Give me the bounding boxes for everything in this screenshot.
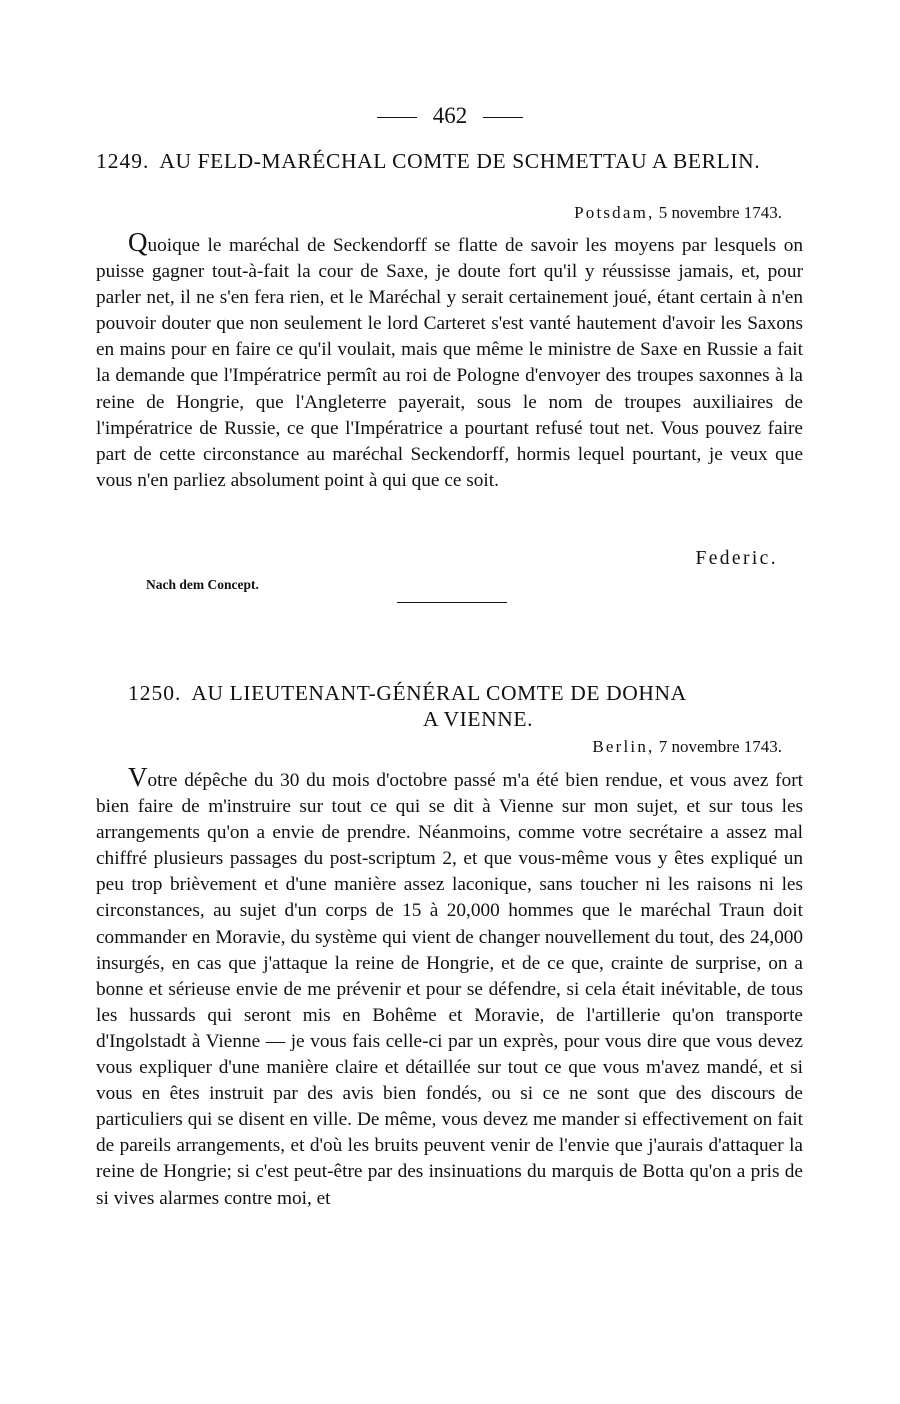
letter-1249-signature: Federic. [695,548,778,569]
letter-1249-heading [96,148,808,174]
letter-1250-heading [96,680,808,732]
page-number-dash-right [483,117,523,118]
letter-1249-text: uoique le maréchal de Seckendorff se flatte de savoir les moyens par lesquels on puisse gagner tout-à-fait la cour de Saxe, je doute fort qu'il y réussisse jamais, et, pour parler net, il ne s'en fera rien, et le Maréchal y serait certainement joué, étant certain à n'en pouvoir douter que non seulement le lord Carteret s'est vanté hautement d'avoir les Saxons en mains pour en faire ce qu'il voulait, mais que même le ministre de Saxe en Russie a fait la demande que l'Impératrice permît au roi de Pologne d'envoyer des troupes saxonnes à la reine de Hongrie, que l'Angleterre payerait, sous le nom de troupes auxiliaires de l'impératrice de Russie, ce que l'Impératrice a pourtant refusé tout net. Vous pouvez faire part de cette circonstance au maréchal Seckendorff, hormis lequel pourtant, je veux que vous n'en parliez absolument point à qui que ce soit. [96,235,803,491]
letter-1249-date: 5 novembre 1743. [658,203,782,222]
letter-1250-date: 7 novembre 1743. [658,737,782,756]
letter-1250-text: otre dépêche du 30 du mois d'octobre passé m'a été bien rendue, et vous avez fort bien faire de m'instruire sur tout ce qui se dit à Vienne sur mon sujet, et sur tous les arrangements qu'on a envie de prendre. Néanmoins, comme votre secrétaire a assez mal chiffré plusieurs passages du post-scriptum 2, et que vous-même vous y êtes expliqué un peu trop brièvement et d'une manière assez laconique, sans toucher ni les raisons ni les circonstances, au sujet d'un corps de 15 à 20,000 hommes que le maréchal Traun doit commander en Moravie, du système qui vient de changer nouvellement du tout, des 24,000 insurgés, en cas que j'attaque la reine de Hongrie, et de ce que, crainte de surprise, on a bonne et sérieuse envie de me prévenir et pour se défendre, si cela était inévitable, de tous les hussards qui seront mis en Bohême et Moravie, de l'artillerie qu'on transporte d'Ingolstadt à Vienne — je vous fais celle-ci par un exprès, pour vous dire que vous devez vous expliquer d'une manière claire et détaillée sur tout ce que vous m'avez mandé, et si vous en êtes instruit par des avis bien fondés, ou si ce ne sont que des discours de particuliers qui se disent en ville. De même, vous devez me mander si effectivement on fait de pareils arrangements, et d'où les bruits peuvent venir de l'envie que j'aurais d'attaquer la reine de Hongrie; si c'est peut-être par des insinuations du marquis de Botta qu'on a pris de si vives alarmes contre moi, et [96,770,803,1209]
letter-1250-heading-line1 [96,680,808,706]
letter-1250-initial: V [128,762,148,792]
letter-1249-paragraph [96,229,803,494]
letter-1249-number: 1249. [96,149,150,173]
letter-1250-paragraph [96,764,803,1212]
letter-1250-place: Berlin, [592,737,655,756]
letter-1249-initial: Q [128,227,148,257]
letter-1250-title-line2: A VIENNE. [422,707,534,731]
letter-1250-title-line1: AU LIEUTENANT-GÉNÉRAL COMTE DE DOHNA [191,681,687,705]
page-number-dash-left [377,117,417,118]
letter-1249-body [96,229,803,494]
page-number-text: 462 [432,103,468,128]
letter-1249-dateline [574,202,782,224]
letter-1249-title: AU FELD-MARÉCHAL COMTE DE SCHMETTAU A BERLIN. [159,149,761,173]
page-number [0,102,900,130]
letter-1250-number: 1250. [128,681,182,705]
section-separator [397,602,507,603]
letter-1250-dateline [592,736,782,758]
letter-1249-place: Potsdam, [574,203,655,222]
letter-1249-source-note: Nach dem Concept. [146,577,259,592]
letter-1250-body [96,764,803,1212]
